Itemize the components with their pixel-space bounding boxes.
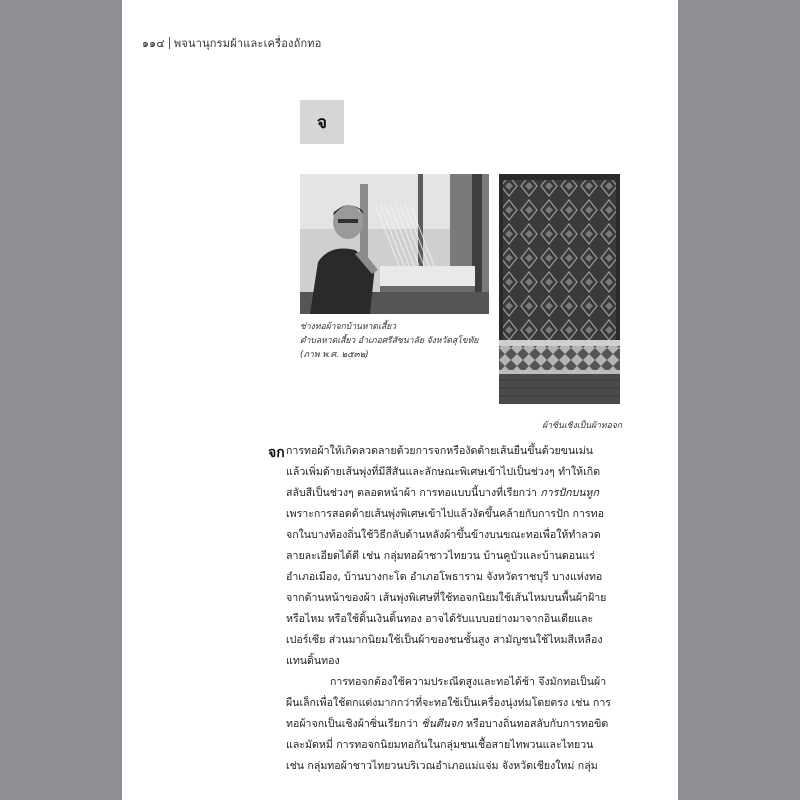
body-line: ผืนเล็กเพื่อใช้ตกแต่งมากกว่าที่จะทอใช้เป็นเครื่องนุ่งห่มโดยตรง เช่น การ — [286, 697, 611, 709]
running-header — [142, 34, 322, 52]
body-line-text: หรือบางถิ่นทอสลับกับการทอขิด — [466, 718, 609, 730]
weaver-photo-graphic — [300, 174, 489, 314]
body-line: จากด้านหน้าของผ้า เส้นพุ่งพิเศษที่ใช้ทอจกนิยมใช้เส้นไหมบนพื้นผ้าฝ้าย — [286, 592, 607, 604]
body-line: จกในบางท้องถิ่นใช้วิธีกลับด้านหลังผ้าขึ้นข้างบนขณะทอเพื่อให้ทำลวด — [286, 529, 601, 541]
textile-caption: ผ้าซิ่นเชิงเป็นผ้าทอจก — [542, 421, 622, 431]
body-line — [286, 483, 626, 504]
italic-term: การปักบนหูก — [540, 487, 599, 499]
body-line: อำเภอเมือง, บ้านบางกะโด อำเภอโพธาราม จังหวัดราชบุรี บางแห่งทอ — [286, 571, 603, 583]
body-line-text: ทอผ้าจกเป็นเชิงผ้าซิ่นเรียกว่า — [286, 718, 419, 730]
entry-headword: จก — [268, 445, 285, 461]
body-line: และมัดหมี่ การทอจกนิยมทอกันในกลุ่มชนเชื้อสายไทพวนและไทยวน — [286, 739, 594, 751]
caption-line: (ภาพ พ.ศ. ๒๕๓๒) — [300, 350, 369, 360]
caption-line: ตำบลหาดเสี้ยว อำเภอศรีสัชนาลัย จังหวัดสุโขทัย — [300, 336, 479, 346]
body-line: การทอจกต้องใช้ความประณีตสูงและทอได้ช้า จึงมักทอเป็นผ้า — [330, 676, 607, 688]
body-line: เช่น กลุ่มทอผ้าชาวไทยวนบริเวณอำเภอแม่แจ่ม จังหวัดเชียงใหม่ กลุ่ม — [286, 760, 598, 772]
textile-photo — [499, 174, 620, 404]
book-title: พจนานุกรมผ้าและเครื่องถักทอ — [173, 37, 322, 50]
body-line: แล้วเพิ่มด้ายเส้นพุ่งที่มีสีสันและลักษณะพิเศษเข้าไปเป็นช่วงๆ ทำให้เกิด — [286, 466, 601, 478]
caption-line: ช่างทอผ้าจกบ้านหาดเสี้ยว — [300, 322, 397, 332]
section-letter-box — [300, 100, 344, 144]
body-line: หรือไหม หรือใช้ดิ้นเงินดิ้นทอง อาจได้รับแบบอย่างมาจากอินเดียและ — [286, 613, 594, 625]
textile-photo-graphic — [499, 174, 620, 404]
header-separator — [169, 37, 170, 49]
body-line: การทอผ้าให้เกิดลวดลายด้วยการจกหรืองัดด้ายเส้นยืนขึ้นด้วยขนเม่น — [286, 445, 594, 457]
weaver-photo — [300, 174, 489, 314]
body-line: แทนดิ้นทอง — [286, 655, 340, 667]
body-line-text: สลับสีเป็นช่วงๆ ตลอดหน้าผ้า การทอแบบนี้บางที่เรียกว่า — [286, 487, 537, 499]
section-letter: จ — [317, 112, 327, 133]
weaver-caption — [300, 320, 500, 362]
document-page — [122, 0, 678, 800]
entry-body — [286, 441, 626, 777]
body-line — [286, 714, 626, 735]
body-line: เพราะการสอดด้ายเส้นพุ่งพิเศษเข้าไปแล้วงัดขึ้นคล้ายกับการปัก การทอ — [286, 508, 605, 520]
italic-term: ซิ่นตีนจก — [421, 718, 463, 730]
body-line: ลายละเอียดได้ดี เช่น กลุ่มทอผ้าชาวไทยวน บ้านคูบัวและบ้านดอนแร่ — [286, 550, 595, 562]
page-number: ๑๑๔ — [142, 37, 165, 50]
body-line: เปอร์เซีย ส่วนมากนิยมใช้เป็นผ้าของชนชั้นสูง สามัญชนใช้ไหมสีเหลือง — [286, 634, 603, 646]
